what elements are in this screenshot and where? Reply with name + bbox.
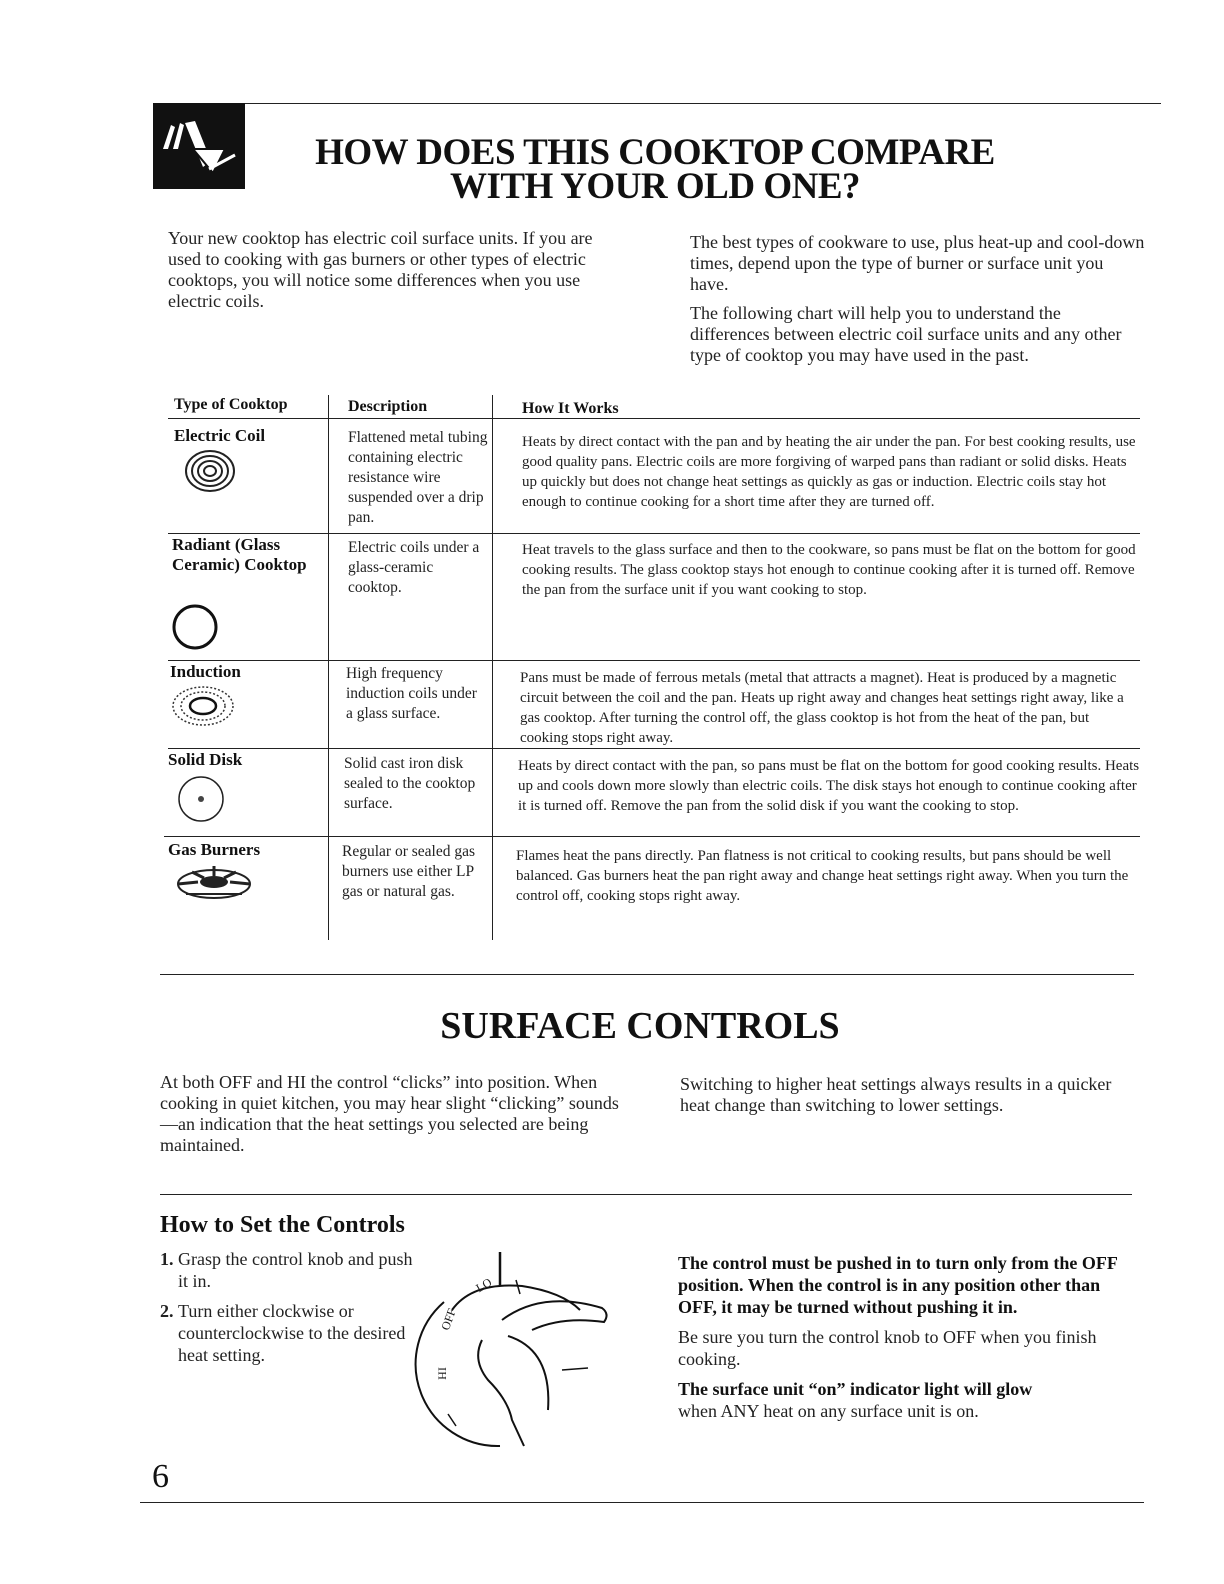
type-label: Electric Coil — [174, 426, 266, 445]
col-header-description: Description — [348, 398, 428, 415]
type-label: Gas Burners — [168, 840, 261, 859]
title-line-2: WITH YOUR OLD ONE? — [449, 166, 861, 207]
step-number: 1. — [160, 1249, 174, 1269]
intro-left-text: Your new cooktop has electric coil surface units. If you are used to cooking with gas burners or other types of electric cooktops, you will notice some differences when you use electric coils. — [168, 228, 593, 311]
table-row-rule — [168, 418, 1140, 419]
howto-title: How to Set the Controls — [160, 1212, 405, 1238]
push-note: The control must be pushed in to turn only from the OFF position. When the control is in any position other than OFF, it may be turned without pushing it in. — [678, 1253, 1118, 1317]
howto-steps — [160, 1248, 420, 1366]
indicator-note-plain: when ANY heat on any surface unit is on. — [678, 1401, 979, 1421]
title-line-1: HOW DOES THIS COOKTOP COMPARE — [315, 132, 995, 173]
table-row-rule — [164, 836, 1140, 837]
type-label: Induction — [170, 662, 241, 681]
step-text: Grasp the control knob and push it in. — [178, 1249, 413, 1291]
how-cell: Pans must be made of ferrous metals (metal that attracts a magnet). Heat is produced by a magnetic circuit between the coil and the pan. Heats up right away and changes heat settings right away, like a gas cooktop. After turning the control off, the glass cooktop is hot from the heat of the pan, but cooking stops right away. — [520, 670, 1124, 746]
how-cell: Heat travels to the glass surface and then to the cookware, so pans must be flat on the bottom for good cooking results. The glass cooktop stays hot enough to continue cooking after it is turned off. Remove the pan from the surface unit if you want cooking to stop. — [522, 542, 1136, 598]
list-item — [160, 1248, 420, 1292]
control-knob-illustration — [412, 1250, 622, 1455]
page-number: 6 — [152, 1458, 169, 1495]
list-item — [160, 1300, 420, 1366]
step-text: Turn either clockwise or counterclockwise to the desired heat setting. — [178, 1301, 406, 1365]
description-cell: Regular or sealed gas burners use either LP gas or natural gas. — [342, 843, 475, 900]
indicator-note-bold: The surface unit “on” indicator light will glow — [678, 1379, 1033, 1399]
control-notes — [678, 1252, 1138, 1422]
knob-label-hi: HI — [434, 1367, 449, 1380]
how-cell: Heats by direct contact with the pan and by heating the air under the pan. For best cooking results, use good quality pans. Electric coils are more forgiving of warped pans than radiant or solid disks. Heats up quickly but does not change heat settings as quickly as gas or induction. Electric coils stay hot enough to continue cooking for a short time after they are turned off. — [522, 434, 1136, 510]
table-row-rule — [168, 660, 1140, 661]
surface-controls-title: SURFACE CONTROLS — [440, 1005, 840, 1047]
electric-coil-icon — [182, 448, 238, 499]
intro-right-p1: The best types of cookware to use, plus heat-up and cool-down times, depend upon the type of burner or surface unit you have. — [690, 232, 1145, 294]
col-header-type: Type of Cooktop — [174, 396, 288, 413]
how-cell: Heats by direct contact with the pan, so pans must be flat on the bottom for good cooking results. Heats up and cools down more slowly than electric coils. The disk stays hot enough to continue cooking after it is turned off. Remove the pan from the solid disk if you want the cooking to stop. — [518, 758, 1140, 814]
description-cell: Solid cast iron disk sealed to the cooktop surface. — [344, 755, 476, 812]
section-rule — [160, 1194, 1132, 1195]
gas-burner-icon — [172, 860, 256, 909]
description-cell: High frequency induction coils under a glass surface. — [346, 665, 477, 722]
surface-right-text: Switching to higher heat settings always results in a quicker heat change than switching to lower settings. — [680, 1074, 1112, 1115]
description-cell: Flattened metal tubing containing electric resistance wire suspended over a drip pan. — [348, 429, 488, 526]
solid-disk-icon — [174, 774, 228, 829]
induction-icon — [170, 684, 236, 733]
col-header-how: How It Works — [522, 400, 619, 417]
intro-left — [168, 228, 618, 320]
surface-left-text: At both OFF and HI the control “clicks” into position. When cooking in quiet kitchen, you may hear slight “clicking” sounds—an indication that the heat settings you selected are being maintained. — [160, 1072, 619, 1155]
footer-rule — [140, 1502, 1144, 1503]
hand-warning-icon — [153, 103, 245, 189]
intro-right-p2: The following chart will help you to understand the differences between electric coil surface units and any other type of cooktop you may have used in the past. — [690, 303, 1122, 365]
table-divider — [328, 395, 329, 940]
table-divider — [492, 395, 493, 940]
page-title — [250, 132, 1060, 207]
section-rule — [160, 974, 1134, 975]
how-cell: Flames heat the pans directly. Pan flatness is not critical to cooking results, but pans should be well balanced. Gas burners heat the pan right away and change heat settings right away. When you turn the control off, cooking stops right away. — [516, 848, 1129, 904]
intro-right — [690, 232, 1145, 374]
off-note: Be sure you turn the control knob to OFF when you finish cooking. — [678, 1327, 1097, 1369]
table-row-rule — [168, 533, 1140, 534]
radiant-circle-icon — [170, 602, 220, 657]
table-row-rule — [168, 748, 1140, 749]
type-label: Radiant (Glass Ceramic) Cooktop — [172, 535, 307, 574]
header-rule — [153, 103, 1161, 104]
step-number: 2. — [160, 1301, 174, 1321]
type-label: Solid Disk — [168, 750, 243, 769]
knob-label-off: OFF — [438, 1306, 459, 1333]
knob-label-lo: LO — [473, 1275, 495, 1296]
description-cell: Electric coils under a glass-ceramic cooktop. — [348, 539, 480, 596]
